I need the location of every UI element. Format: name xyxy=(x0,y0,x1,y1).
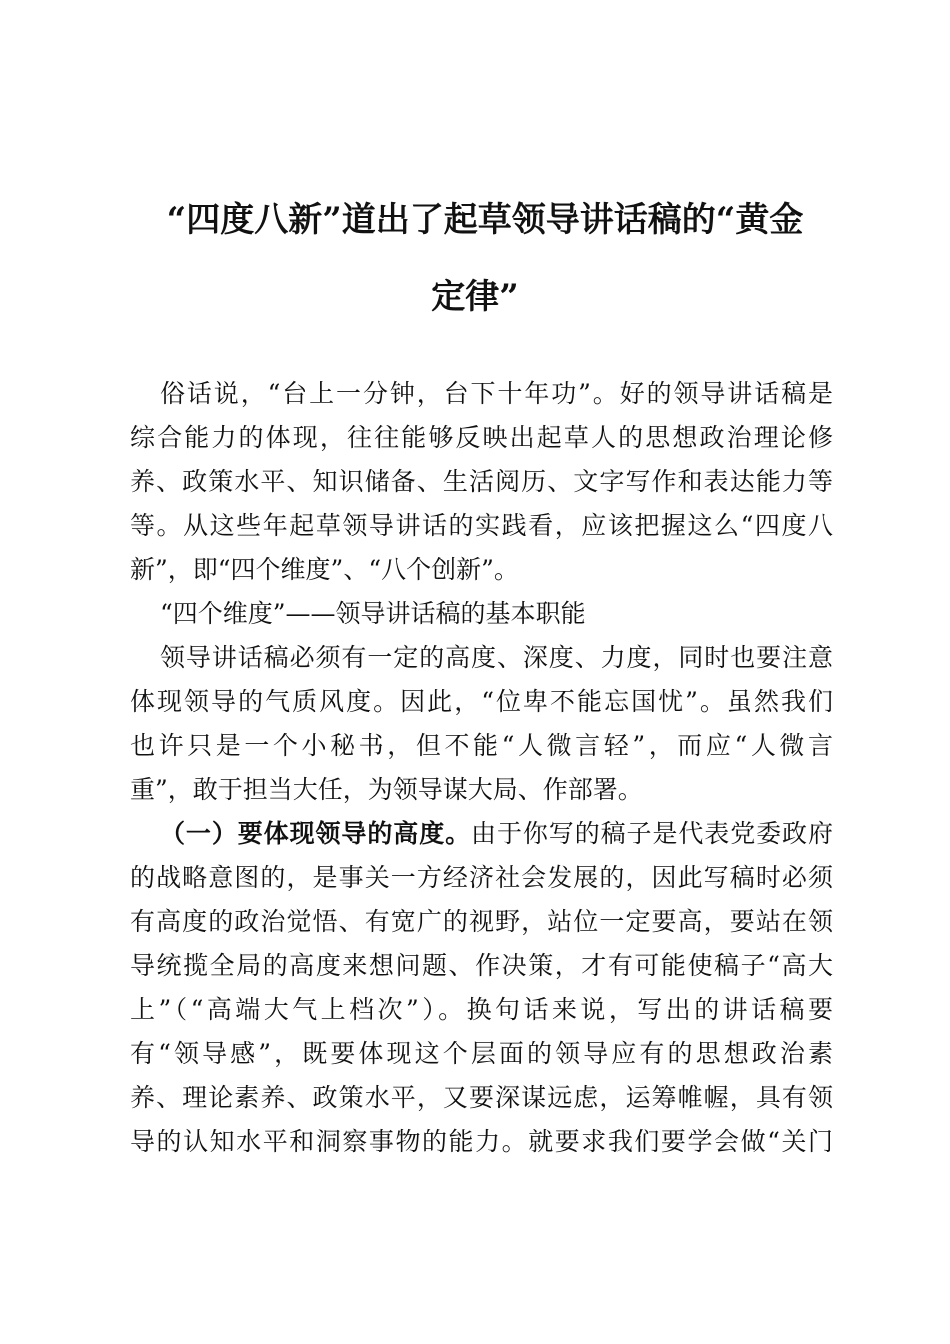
paragraph-3-line: 养、理论素养、政策水平，又要深谋远虑，运筹帷幄，具有领 xyxy=(130,1083,833,1112)
paragraph-2-line: 重”，敢于担当大任，为领导谋大局、作部署。 xyxy=(130,775,643,804)
paragraph-3-line: 有高度的政治觉悟、有宽广的视野，站位一定要高，要站在领 xyxy=(130,907,833,936)
section-heading: “四个维度”——领导讲话稿的基本职能 xyxy=(160,599,586,628)
paragraph-3-line xyxy=(130,812,833,856)
document-title-line-2: 定律” xyxy=(431,277,519,317)
paragraph-3-line: 上”（“高端大气上档次”）。换句话来说，写出的讲话稿要 xyxy=(130,995,833,1024)
paragraph-1-line: 综合能力的体现，往往能够反映出起草人的思想政治理论修 xyxy=(130,423,833,452)
paragraph-3-line: 的战略意图的，是事关一方经济社会发展的，因此写稿时必须 xyxy=(130,863,833,892)
document-title-line-1: “四度八新”道出了起草领导讲话稿的“黄金 xyxy=(166,200,804,240)
paragraph-1-line: 俗话说，“台上一分钟，台下十年功”。好的领导讲话稿是 xyxy=(160,379,833,408)
paragraph-2-line: 也许只是一个小秘书，但不能“人微言轻”，而应“人微言 xyxy=(130,731,833,760)
paragraph-2-line: 体现领导的气质风度。因此，“位卑不能忘国忧”。虽然我们 xyxy=(130,687,833,716)
paragraph-3-line: 导的认知水平和洞察事物的能力。就要求我们要学会做“关门 xyxy=(130,1127,833,1156)
paragraph-3-line: 有“领导感”，既要体现这个层面的领导应有的思想政治素 xyxy=(130,1039,833,1068)
paragraph-3-text: 由于你写的稿子是代表党委政府 xyxy=(471,819,833,848)
document-body xyxy=(130,372,833,1164)
subsection-lead: （一）要体现领导的高度。 xyxy=(160,819,472,848)
paragraph-1-line: 新”，即“四个维度”、“八个创新”。 xyxy=(130,555,519,584)
paragraph-2-line: 领导讲话稿必须有一定的高度、深度、力度，同时也要注意 xyxy=(160,643,833,672)
paragraph-1-line: 养、政策水平、知识储备、生活阅历、文字写作和表达能力等 xyxy=(130,467,833,496)
paragraph-1-line: 等。从这些年起草领导讲话的实践看，应该把握这么“四度八 xyxy=(130,511,833,540)
paragraph-3-line: 导统揽全局的高度来想问题、作决策，才有可能使稿子“高大 xyxy=(130,951,833,980)
